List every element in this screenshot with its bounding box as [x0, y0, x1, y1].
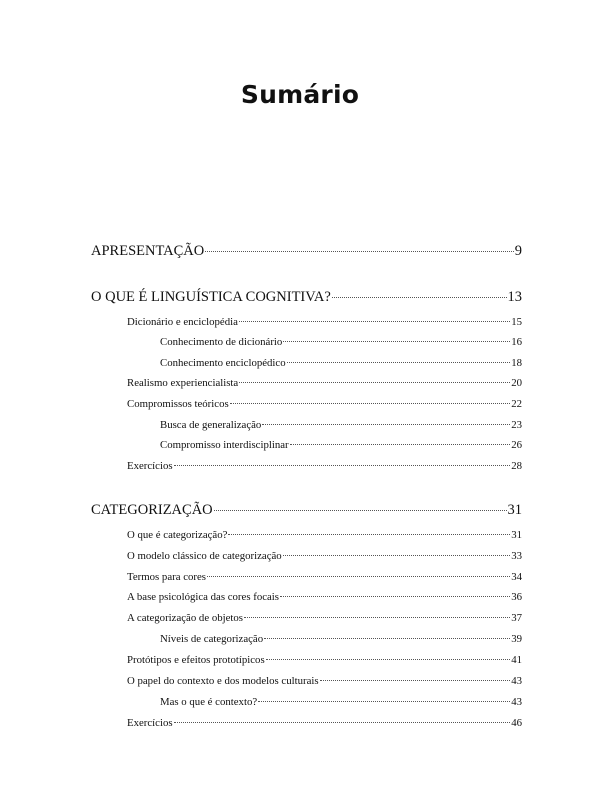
toc-entry	[91, 243, 522, 260]
toc-entry-page: 36	[511, 591, 522, 603]
dot-leader	[214, 510, 507, 511]
toc-entry-page: 9	[514, 243, 522, 259]
dot-leader	[174, 722, 511, 723]
toc-entry-page: 33	[511, 550, 522, 562]
toc-entry-page: 13	[507, 289, 522, 305]
page-title: Sumário	[240, 80, 360, 109]
dot-leader	[230, 403, 511, 404]
toc-entry-title: O papel do contexto e dos modelos culturais	[127, 675, 319, 687]
toc-entry-title: Compromisso interdisciplinar	[160, 439, 289, 451]
toc-entry-page: 15	[511, 316, 522, 328]
toc-entry-title: Realismo experiencialista	[127, 377, 239, 389]
toc-entry	[91, 289, 522, 306]
toc-entry-page: 16	[511, 336, 522, 348]
toc-entry-title: Dicionário e enciclopédia	[127, 316, 238, 328]
dot-leader	[262, 424, 510, 425]
dot-leader	[290, 444, 511, 445]
toc-entry	[127, 460, 522, 472]
toc-entry-page: 39	[511, 633, 522, 645]
toc-entry-title: Compromissos teóricos	[127, 398, 229, 410]
toc-entry	[160, 336, 522, 348]
toc-entry	[160, 419, 522, 431]
toc-entry-page: 31	[507, 502, 522, 518]
toc-entry	[127, 529, 522, 541]
toc-entry-title: CATEGORIZAÇÃO	[91, 502, 213, 518]
toc-entry-title: A categorização de objetos	[127, 612, 244, 624]
dot-leader	[320, 680, 511, 681]
dot-leader	[287, 362, 511, 363]
dot-leader	[205, 251, 514, 252]
toc-entry-title: O que é categorização?	[127, 529, 228, 541]
toc-entry	[160, 696, 522, 708]
dot-leader	[280, 596, 510, 597]
toc-entry	[160, 439, 522, 451]
toc-entry	[127, 550, 522, 562]
toc-entry-title: Mas o que é contexto?	[160, 696, 258, 708]
toc-entry-page: 20	[511, 377, 522, 389]
toc-entry-page: 22	[511, 398, 522, 410]
toc-entry-title: O modelo clássico de categorização	[127, 550, 282, 562]
toc-entry	[91, 502, 522, 519]
toc-entry-page: 37	[511, 612, 522, 624]
dot-leader	[283, 341, 510, 342]
dot-leader	[264, 638, 510, 639]
toc-entry-page: 28	[511, 460, 522, 472]
dot-leader	[332, 297, 507, 298]
dot-leader	[266, 659, 511, 660]
toc-entry-page: 46	[511, 717, 522, 729]
dot-leader	[239, 321, 510, 322]
toc-entry-page: 41	[511, 654, 522, 666]
toc-entry-title: O QUE É LINGUÍSTICA COGNITIVA?	[91, 289, 331, 305]
toc-entry-page: 18	[511, 357, 522, 369]
toc-entry	[127, 571, 522, 583]
toc-entry	[160, 357, 522, 369]
dot-leader	[174, 465, 511, 466]
toc-entry-title: Níveis de categorização	[160, 633, 264, 645]
toc-entry-page: 43	[511, 675, 522, 687]
toc-entry	[127, 717, 522, 729]
toc-entry-title: A base psicológica das cores focais	[127, 591, 280, 603]
toc-entry	[127, 591, 522, 603]
toc-entry-title: APRESENTAÇÃO	[91, 243, 205, 259]
toc-entry-page: 31	[511, 529, 522, 541]
toc-entry-title: Exercícios	[127, 460, 173, 472]
toc-entry-page: 26	[511, 439, 522, 451]
dot-leader	[228, 534, 510, 535]
toc-entry	[160, 633, 522, 645]
toc-entry-title: Conhecimento enciclopédico	[160, 357, 286, 369]
toc-entry-title: Exercícios	[127, 717, 173, 729]
toc-entry-page: 43	[511, 696, 522, 708]
dot-leader	[283, 555, 511, 556]
toc-entry	[127, 398, 522, 410]
toc-entry	[127, 675, 522, 687]
toc-entry-title: Busca de generalização	[160, 419, 262, 431]
dot-leader	[244, 617, 510, 618]
dot-leader	[258, 701, 510, 702]
toc-entry-page: 23	[511, 419, 522, 431]
dot-leader	[207, 576, 510, 577]
toc-entry-page: 34	[511, 571, 522, 583]
dot-leader	[239, 382, 510, 383]
toc-entry	[127, 377, 522, 389]
toc-entry	[127, 612, 522, 624]
toc-entry-title: Termos para cores	[127, 571, 206, 583]
toc-entry-title: Protótipos e efeitos prototípicos	[127, 654, 265, 666]
toc-entry	[127, 654, 522, 666]
toc-entry	[127, 316, 522, 328]
toc-entry-title: Conhecimento de dicionário	[160, 336, 283, 348]
